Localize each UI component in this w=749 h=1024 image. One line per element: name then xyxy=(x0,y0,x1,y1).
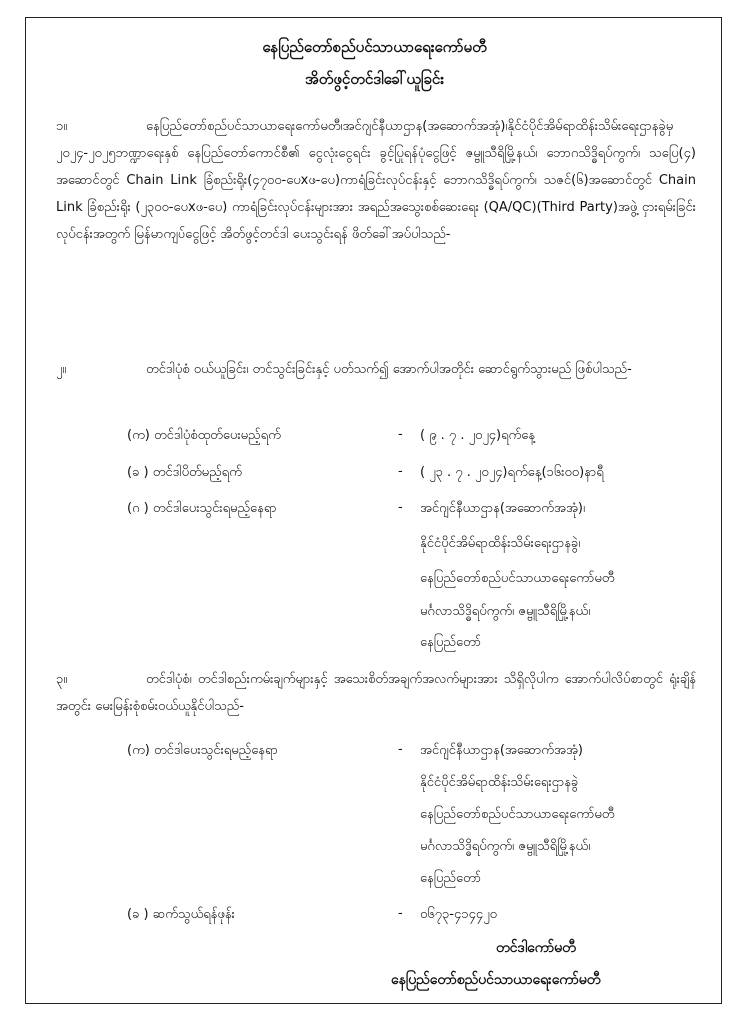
paragraph-3-text: တင်ဒါပုံစံ၊ တင်ဒါစည်းကမ်းချက်များနှင့် အသေးစိတ်အချက်အလက်များအား သိရှိလိုပါက အောက်ပါလိပ်စာတွင် ရုံးချိန်အတွင်း မေးမြန်းစုံစမ်းဝယ်ယူနိုင်ပါသည်- xyxy=(56,672,696,714)
p3-item-submit-place-value: အင်ဂျင်နီယာဌာန(အဆောက်အအုံ) xyxy=(420,743,583,758)
p2-item-submit-place-label: (ဂ ) တင်ဒါပေးသွင်းရမည့်နေရာ xyxy=(127,501,277,516)
paragraph-1-text: နေပြည်တော်စည်ပင်သာယာရေးကော်မတီ၊အင်ဂျင်နီယာဌာန(အဆောက်အအုံ)၊နိုင်ငံပိုင်အိမ်ရာထိန်းသိမ်းရေးဌာနခွဲမှ ၂၀၂၄-၂၀၂၅ဘဏ္ဍာရေးနှစ် နေပြည်တော်ကောင်စီ၏ ငွေလုံးငွေရင်း ခွင့်ပြုရန်ပုံငွေဖြင့် ဇမ္ဗူသီရိမြို့နယ်၊ ဘောဂသိဒ္ဓိရပ်ကွက်၊ သပြေ(၄) အဆောင်တွင် Chain Link ခြံစည်းရိုး(၄၇၀၀-ပေxဖ-ပေ)ကာရံခြင်းလုပ်ငန်းနှင့် ဘောဂသိဒ္ဓိရပ်ကွက်၊ သဇင်(၆)အဆောင်တွင် Chain Link ခြံစည်းရိုး (၂၃၀၀-ပေxဖ-ပေ) ကာရံခြင်းလုပ်ငန်းများအား အရည်အသွေးစစ်ဆေးရေး (QA/QC)(Third Party)အဖွဲ့ ငှားရမ်းခြင်းလုပ်ငန်းအတွက် မြန်မာကျပ်ငွေဖြင့် အိတ်ဖွင့်တင်ဒါ ပေးသွင်းရန် ဖိတ်ခေါ်အပ်ပါသည်- xyxy=(56,119,696,242)
p2-item-submit-place-value: အင်ဂျင်နီယာဌာန(အဆောက်အအုံ)၊ xyxy=(420,501,586,516)
p3-address-line: နိုင်ငံပိုင်အိမ်ရာထိန်းသိမ်းရေးဌာနခွဲ xyxy=(420,775,579,790)
p3-address-line: နေပြည်တော် xyxy=(420,871,482,886)
p2-address-line: နေပြည်တော်စည်ပင်သာယာရေးကော်မတီ xyxy=(420,571,615,586)
p3-item-phone-label: (ခ ) ဆက်သွယ်ရန်ဖုန်း xyxy=(127,907,235,922)
p3-address-line: နေပြည်တော်စည်ပင်သာယာရေးကော်မတီ xyxy=(420,807,615,822)
paragraph-2-number: ၂။ xyxy=(56,362,67,377)
paragraph-3 xyxy=(56,666,696,720)
p2-item-close-date-value: ( ၂၃ . ၇ . ၂၀၂၄)ရက်နေ့(၁၆း၀၀)နာရီ xyxy=(420,465,604,480)
p2-address-line: နေပြည်တော် xyxy=(420,635,482,650)
signature-committee: တင်ဒါကော်မတီ xyxy=(496,940,576,956)
document-title: နေပြည်တော်စည်ပင်သာယာရေးကော်မတီ xyxy=(262,38,487,56)
p3-item-phone-value: ၀၆၇၃-၄၁၄၄၂၀ xyxy=(420,907,497,922)
paragraph-2 xyxy=(56,356,696,383)
paragraph-1-number: ၁။ xyxy=(56,119,68,134)
p3-item-submit-place-dash: - xyxy=(398,742,403,757)
p2-address-line: နိုင်ငံပိုင်အိမ်ရာထိန်းသိမ်းရေးဌာနခွဲ၊ xyxy=(420,536,581,551)
p2-item-submit-place-dash: - xyxy=(398,500,403,515)
p2-item-issue-date-label: (က) တင်ဒါပုံစံထုတ်ပေးမည့်ရက် xyxy=(127,428,281,443)
p2-item-issue-date-dash: - xyxy=(398,427,403,442)
p2-address-line: မင်္ဂလာသိဒ္ဓိရပ်ကွက်၊ ဇမ္ဗူသီရိမြို့နယ်၊ xyxy=(420,604,591,619)
p3-item-submit-place-label: (က) တင်ဒါပေးသွင်းရမည့်နေရာ xyxy=(127,743,278,758)
document-subtitle: အိတ်ဖွင့်တင်ဒါခေါ်ယူခြင်း xyxy=(304,70,444,88)
signature-organization: နေပြည်တော်စည်ပင်သာယာရေးကော်မတီ xyxy=(391,972,601,988)
paragraph-1 xyxy=(56,113,696,248)
p2-item-issue-date-value: ( ၉ . ၇ . ၂၀၂၄)ရက်နေ့ xyxy=(420,428,536,443)
p2-item-close-date-dash: - xyxy=(398,464,403,479)
p2-item-close-date-label: (ခ ) တင်ဒါပိတ်မည့်ရက် xyxy=(127,465,242,480)
p3-item-phone-dash: - xyxy=(398,906,403,921)
paragraph-2-text: တင်ဒါပုံစံ ဝယ်ယူခြင်း၊ တင်သွင်းခြင်းနှင့် ပတ်သက်၍ အောက်ပါအတိုင်း ဆောင်ရွက်သွားမည် ဖြစ်ပါသည်- xyxy=(146,362,632,377)
p3-address-line: မင်္ဂလာသိဒ္ဓိရပ်ကွက်၊ ဇမ္ဗူသီရိမြို့နယ်၊ xyxy=(420,839,591,854)
paragraph-3-number: ၃။ xyxy=(56,672,68,687)
